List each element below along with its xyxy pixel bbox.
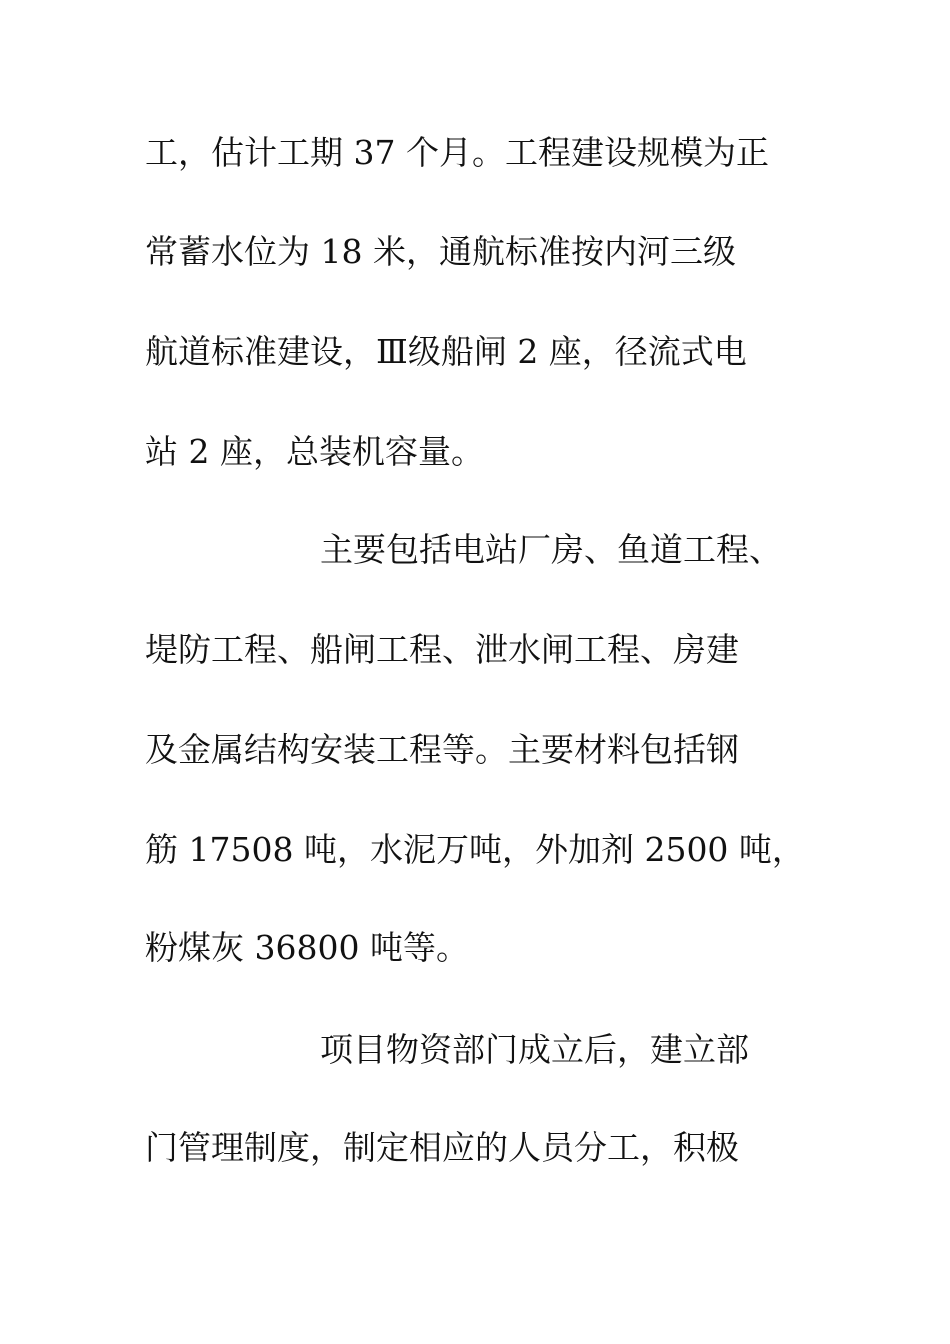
text-line: 站 2 座，总装机容量。 bbox=[145, 432, 484, 471]
text-line: 粉煤灰 36800 吨等。 bbox=[145, 928, 469, 967]
text-line: 门管理制度，制定相应的人员分工，积极 bbox=[145, 1128, 739, 1167]
text-line: 及金属结构安装工程等。主要材料包括钢 bbox=[145, 730, 739, 769]
text-line: 常蓄水位为 18 米，通航标准按内河三级 bbox=[145, 232, 736, 271]
paragraph-start-line: 项目物资部门成立后，建立部 bbox=[320, 1030, 749, 1069]
text-line: 堤防工程、船闸工程、泄水闸工程、房建 bbox=[145, 630, 739, 669]
paragraph-start-line: 主要包括电站厂房、鱼道工程、 bbox=[320, 530, 782, 569]
text-line: 航道标准建设，Ⅲ级船闸 2 座，径流式电 bbox=[145, 332, 747, 371]
text-line: 工，估计工期 37 个月。工程建设规模为正 bbox=[145, 133, 769, 172]
text-line: 筋 17508 吨，水泥万吨，外加剂 2500 吨， bbox=[145, 830, 805, 869]
